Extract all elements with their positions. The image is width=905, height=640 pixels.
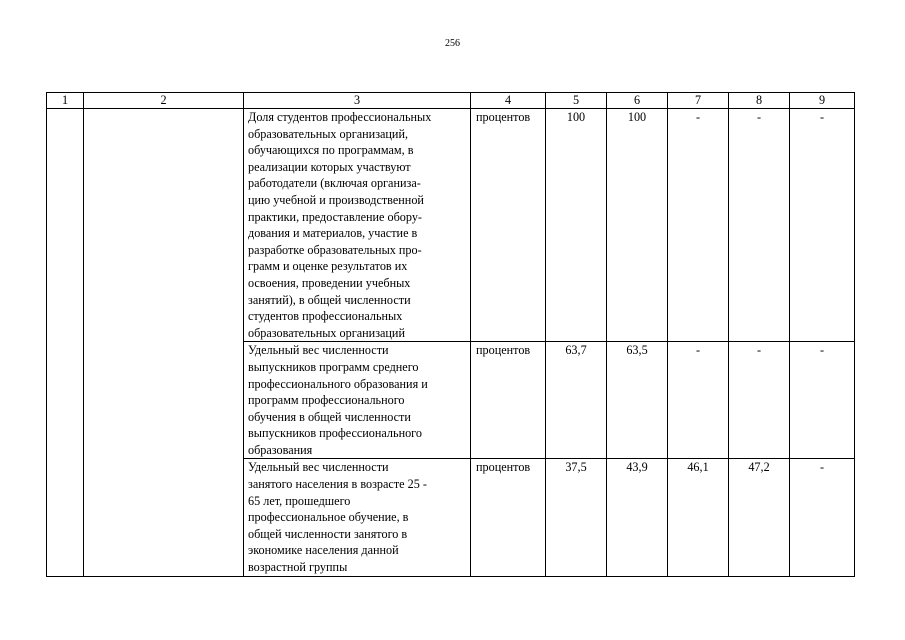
text-line: обучения в общей численности <box>248 409 411 424</box>
value-col8: 47,2 <box>729 459 790 576</box>
column-number-3: 3 <box>244 93 471 109</box>
value-col7: 46,1 <box>668 459 729 576</box>
column-number-7: 7 <box>668 93 729 109</box>
value-col7: - <box>668 109 729 342</box>
unit-cell: процентов <box>471 459 546 576</box>
table-row <box>47 109 855 342</box>
text-line: профессионального образования и <box>248 376 428 391</box>
column-number-5: 5 <box>546 93 607 109</box>
table-row <box>47 459 855 576</box>
table-row <box>47 342 855 459</box>
text-line: Удельный вес численности <box>248 343 389 358</box>
value-col8: - <box>729 342 790 459</box>
text-line: образования <box>248 442 313 457</box>
text-line: образовательных организаций, <box>248 126 409 141</box>
text-line: обучающихся по программам, в <box>248 143 414 158</box>
text-line: практики, предоставление обору- <box>248 209 422 224</box>
empty-cell <box>84 459 244 576</box>
unit-cell: процентов <box>471 109 546 342</box>
value-col6: 43,9 <box>607 459 668 576</box>
column-number-6: 6 <box>607 93 668 109</box>
text-line: занятий), в общей численности <box>248 292 411 307</box>
value-col9: - <box>790 459 855 576</box>
indicators-table <box>46 92 855 577</box>
column-number-8: 8 <box>729 93 790 109</box>
empty-cell <box>47 109 84 342</box>
empty-cell <box>47 342 84 459</box>
indicator-name <box>244 109 471 342</box>
text-line: выпускников программ среднего <box>248 359 419 374</box>
column-number-9: 9 <box>790 93 855 109</box>
text-line: дования и материалов, участие в <box>248 226 418 241</box>
text-line: образовательных организаций <box>248 325 405 340</box>
text-line: профессиональное обучение, в <box>248 510 409 525</box>
text-line: реализации которых участвуют <box>248 159 411 174</box>
table-header-row <box>47 93 855 109</box>
page-number: 256 <box>445 38 460 49</box>
text-line: студентов профессиональных <box>248 309 403 324</box>
value-col5: 100 <box>546 109 607 342</box>
text-line: экономике населения данной <box>248 543 399 558</box>
text-line: разработке образовательных про- <box>248 242 422 257</box>
indicator-name <box>244 342 471 459</box>
text-line: цию учебной и производственной <box>248 192 424 207</box>
text-line: возрастной группы <box>248 560 348 575</box>
unit-cell: процентов <box>471 342 546 459</box>
column-number-4: 4 <box>471 93 546 109</box>
value-col8: - <box>729 109 790 342</box>
value-col9: - <box>790 342 855 459</box>
text-line: программ профессионального <box>248 393 405 408</box>
text-line: Доля студентов профессиональных <box>248 110 432 124</box>
empty-cell <box>84 109 244 342</box>
text-line: выпускников профессионального <box>248 426 422 441</box>
text-line: общей численности занятого в <box>248 526 408 541</box>
value-col5: 37,5 <box>546 459 607 576</box>
empty-cell <box>84 342 244 459</box>
column-number-1: 1 <box>47 93 84 109</box>
text-line: освоения, проведении учебных <box>248 275 411 290</box>
value-col5: 63,7 <box>546 342 607 459</box>
text-line: Удельный вес численности <box>248 460 389 475</box>
value-col6: 100 <box>607 109 668 342</box>
text-line: занятого населения в возрасте 25 - <box>248 477 427 492</box>
column-number-2: 2 <box>84 93 244 109</box>
value-col6: 63,5 <box>607 342 668 459</box>
value-col9: - <box>790 109 855 342</box>
empty-cell <box>47 459 84 576</box>
text-line: грамм и оценке результатов их <box>248 259 408 274</box>
value-col7: - <box>668 342 729 459</box>
text-line: 65 лет, прошедшего <box>248 493 351 508</box>
indicator-name <box>244 459 471 576</box>
text-line: работодатели (включая организа- <box>248 176 421 191</box>
